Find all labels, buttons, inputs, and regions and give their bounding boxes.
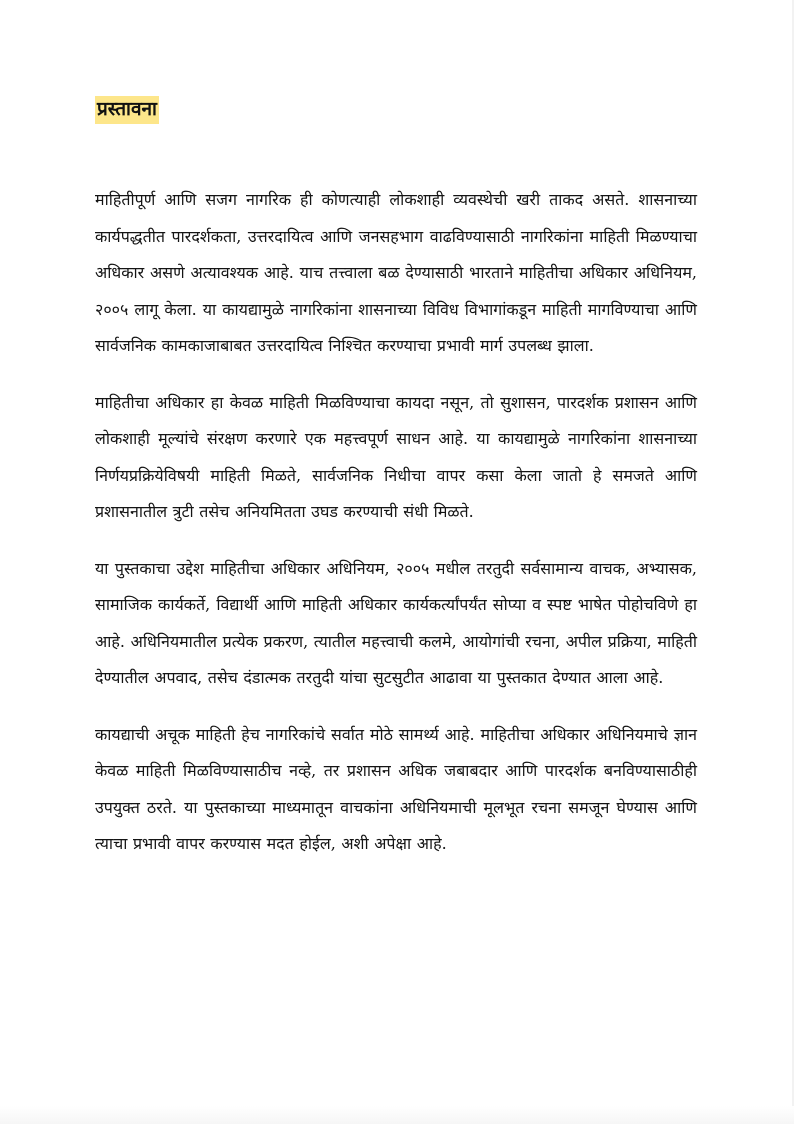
- paragraph-1: माहितीपूर्ण आणि सजग नागरिक ही कोणत्याही लोकशाही व्यवस्थेची खरी ताकद असते. शासनाच्या कार्यपद्धतीत पारदर्शकता, उत्तरदायित्व आणि जनसहभाग वाढविण्यासाठी नागरिकांना माहिती मिळण्याचा अधिकार असणे अत्यावश्यक आहे. याच तत्त्वाला बळ देण्यासाठी भारताने माहितीचा अधिकार अधिनियम, २००५ लागू केला. या कायद्यामुळे नागरिकांना शासनाच्या विविध विभागांकडून माहिती मागविण्याचा आणि सार्वजनिक कामकाजाबाबत उत्तरदायित्व निश्चित करण्याचा प्रभावी मार्ग उपलब्ध झाला.: [95, 190, 697, 355]
- section-heading: प्रस्तावना: [95, 96, 159, 124]
- body-text: [95, 182, 697, 863]
- paragraph-4: कायद्याची अचूक माहिती हेच नागरिकांचे सर्वात मोठे सामर्थ्य आहे. माहितीचा अधिकार अधिनियमाचे ज्ञान केवळ माहिती मिळविण्यासाठीच नव्हे, तर प्रशासन अधिक जबाबदार आणि पारदर्शक बनविण्यासाठीही उपयुक्त ठरते. या पुस्तकाच्या माध्यमातून वाचकांना अधिनियमाची मूलभूत रचना समजून घेण्यास आणि त्याचा प्रभावी वापर करण्यास मदत होईल, अशी अपेक्षा आहे.: [95, 724, 697, 853]
- page-content: [95, 96, 697, 883]
- page-edge-bottom: [0, 1106, 794, 1124]
- paragraph-2: माहितीचा अधिकार हा केवळ माहिती मिळविण्याचा कायदा नसून, तो सुशासन, पारदर्शक प्रशासन आणि लोकशाही मूल्यांचे संरक्षण करणारे एक महत्त्वपूर्ण साधन आहे. या कायद्यामुळे नागरिकांना शासनाच्या निर्णयप्रक्रियेविषयी माहिती मिळते, सार्वजनिक निधीचा वापर कसा केला जातो हे समजते आणि प्रशासनातील त्रुटी तसेच अनियमितता उघड करण्याची संधी मिळते.: [95, 392, 697, 521]
- paragraph-3: या पुस्तकाचा उद्देश माहितीचा अधिकार अधिनियम, २००५ मधील तरतुदी सर्वसामान्य वाचक, अभ्यासक, सामाजिक कार्यकर्ते, विद्यार्थी आणि माहिती अधिकार कार्यकर्त्यांपर्यंत सोप्या व स्पष्ट भाषेत पोहोचविणे हा आहे. अधिनियमातील प्रत्येक प्रकरण, त्यातील महत्त्वाची कलमे, आयोगांची रचना, अपील प्रक्रिया, माहिती देण्यातील अपवाद, तसेच दंडात्मक तरतुदी यांचा सुटसुटीत आढावा या पुस्तकात देण्यात आला आहे.: [95, 558, 697, 687]
